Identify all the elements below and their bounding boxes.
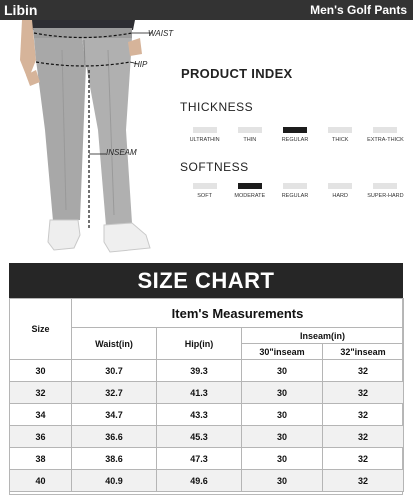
pants-illustration [0, 20, 175, 260]
size-cell: 32 [10, 382, 72, 404]
table-row [10, 382, 404, 404]
size-header-cell: Size [10, 299, 72, 360]
table-row [10, 470, 404, 492]
inseam32-cell: 32 [323, 382, 404, 404]
inseam32-cell: 32 [323, 360, 404, 382]
waist-cell: 36.6 [72, 426, 157, 448]
inseam-32-header-cell: 32"inseam [323, 344, 404, 360]
hip-label: HIP [134, 60, 148, 69]
waist-cell: 34.7 [72, 404, 157, 426]
size-cell: 40 [10, 470, 72, 492]
hip-cell: 49.6 [157, 470, 242, 492]
size-cell: 36 [10, 426, 72, 448]
hip-cell: 39.3 [157, 360, 242, 382]
inseam30-cell: 30 [242, 426, 323, 448]
thickness-level [318, 127, 363, 143]
softness-level-label: HARD [332, 193, 348, 199]
inseam30-cell: 30 [242, 382, 323, 404]
table-row [10, 404, 404, 426]
inseam30-cell: 30 [242, 360, 323, 382]
inseam32-cell: 32 [323, 448, 404, 470]
thickness-swatch [328, 127, 352, 133]
softness-title: SOFTNESS [180, 160, 249, 174]
inseam30-cell: 30 [242, 404, 323, 426]
softness-level-label: MODERATE [234, 193, 266, 199]
inseam30-cell: 30 [242, 470, 323, 492]
thickness-level-label: REGULAR [281, 137, 309, 143]
inseam32-cell: 32 [323, 470, 404, 492]
size-cell: 34 [10, 404, 72, 426]
hip-cell: 43.3 [157, 404, 242, 426]
thickness-level-label: EXTRA-THICK [367, 137, 404, 143]
softness-level-label: REGULAR [281, 193, 309, 199]
thickness-level-label: THICK [331, 137, 349, 143]
softness-swatch [193, 183, 217, 189]
thickness-level [272, 127, 317, 143]
waist-cell: 40.9 [72, 470, 157, 492]
brand-name: Libin [4, 2, 38, 18]
thickness-level [363, 127, 408, 143]
size-chart-title: SIZE CHART [9, 263, 403, 298]
softness-swatch [373, 183, 397, 189]
softness-swatch [238, 183, 262, 189]
hip-header-cell: Hip(in) [157, 328, 242, 360]
softness-swatch [328, 183, 352, 189]
softness-level [227, 183, 272, 199]
thickness-swatch [238, 127, 262, 133]
softness-level-label: SUPER-HARD [367, 193, 404, 199]
thickness-title: THICKNESS [180, 100, 254, 114]
thickness-scale [182, 127, 408, 143]
softness-swatch [283, 183, 307, 189]
top-banner [0, 0, 413, 20]
thickness-swatch [373, 127, 397, 133]
waist-header-cell: Waist(in) [72, 328, 157, 360]
waist-cell: 38.6 [72, 448, 157, 470]
product-name: Men's Golf Pants [310, 3, 407, 17]
hip-cell: 45.3 [157, 426, 242, 448]
waist-cell: 32.7 [72, 382, 157, 404]
inseam30-cell: 30 [242, 448, 323, 470]
hip-cell: 47.3 [157, 448, 242, 470]
inseam-header-cell: Inseam(in) [242, 328, 404, 344]
softness-scale [182, 183, 408, 199]
left-shoe-shape [48, 220, 80, 250]
size-chart-table [9, 298, 404, 492]
thickness-swatch [283, 127, 307, 133]
inseam-label: INSEAM [106, 148, 137, 157]
inseam32-cell: 32 [323, 426, 404, 448]
table-header-row [10, 299, 404, 328]
thickness-level-label: ULTRATHIN [189, 137, 220, 143]
thickness-level [227, 127, 272, 143]
waist-label: WAIST [148, 29, 174, 38]
table-row [10, 426, 404, 448]
waistband-shape [33, 28, 132, 38]
softness-level-label: SOFT [197, 193, 212, 199]
inseam-30-header-cell: 30"inseam [242, 344, 323, 360]
softness-level [182, 183, 227, 199]
product-photo [0, 20, 175, 260]
thickness-swatch [193, 127, 217, 133]
size-cell: 38 [10, 448, 72, 470]
right-shoe-shape [104, 223, 150, 252]
size-cell: 30 [10, 360, 72, 382]
softness-level [363, 183, 408, 199]
product-index-title: PRODUCT INDEX [181, 66, 293, 81]
measurements-header-cell: Item's Measurements [72, 299, 404, 328]
thickness-level [182, 127, 227, 143]
softness-level [272, 183, 317, 199]
hip-cell: 41.3 [157, 382, 242, 404]
thickness-level-label: THIN [243, 137, 257, 143]
waist-cell: 30.7 [72, 360, 157, 382]
softness-level [318, 183, 363, 199]
inseam32-cell: 32 [323, 404, 404, 426]
table-row [10, 360, 404, 382]
table-row [10, 448, 404, 470]
